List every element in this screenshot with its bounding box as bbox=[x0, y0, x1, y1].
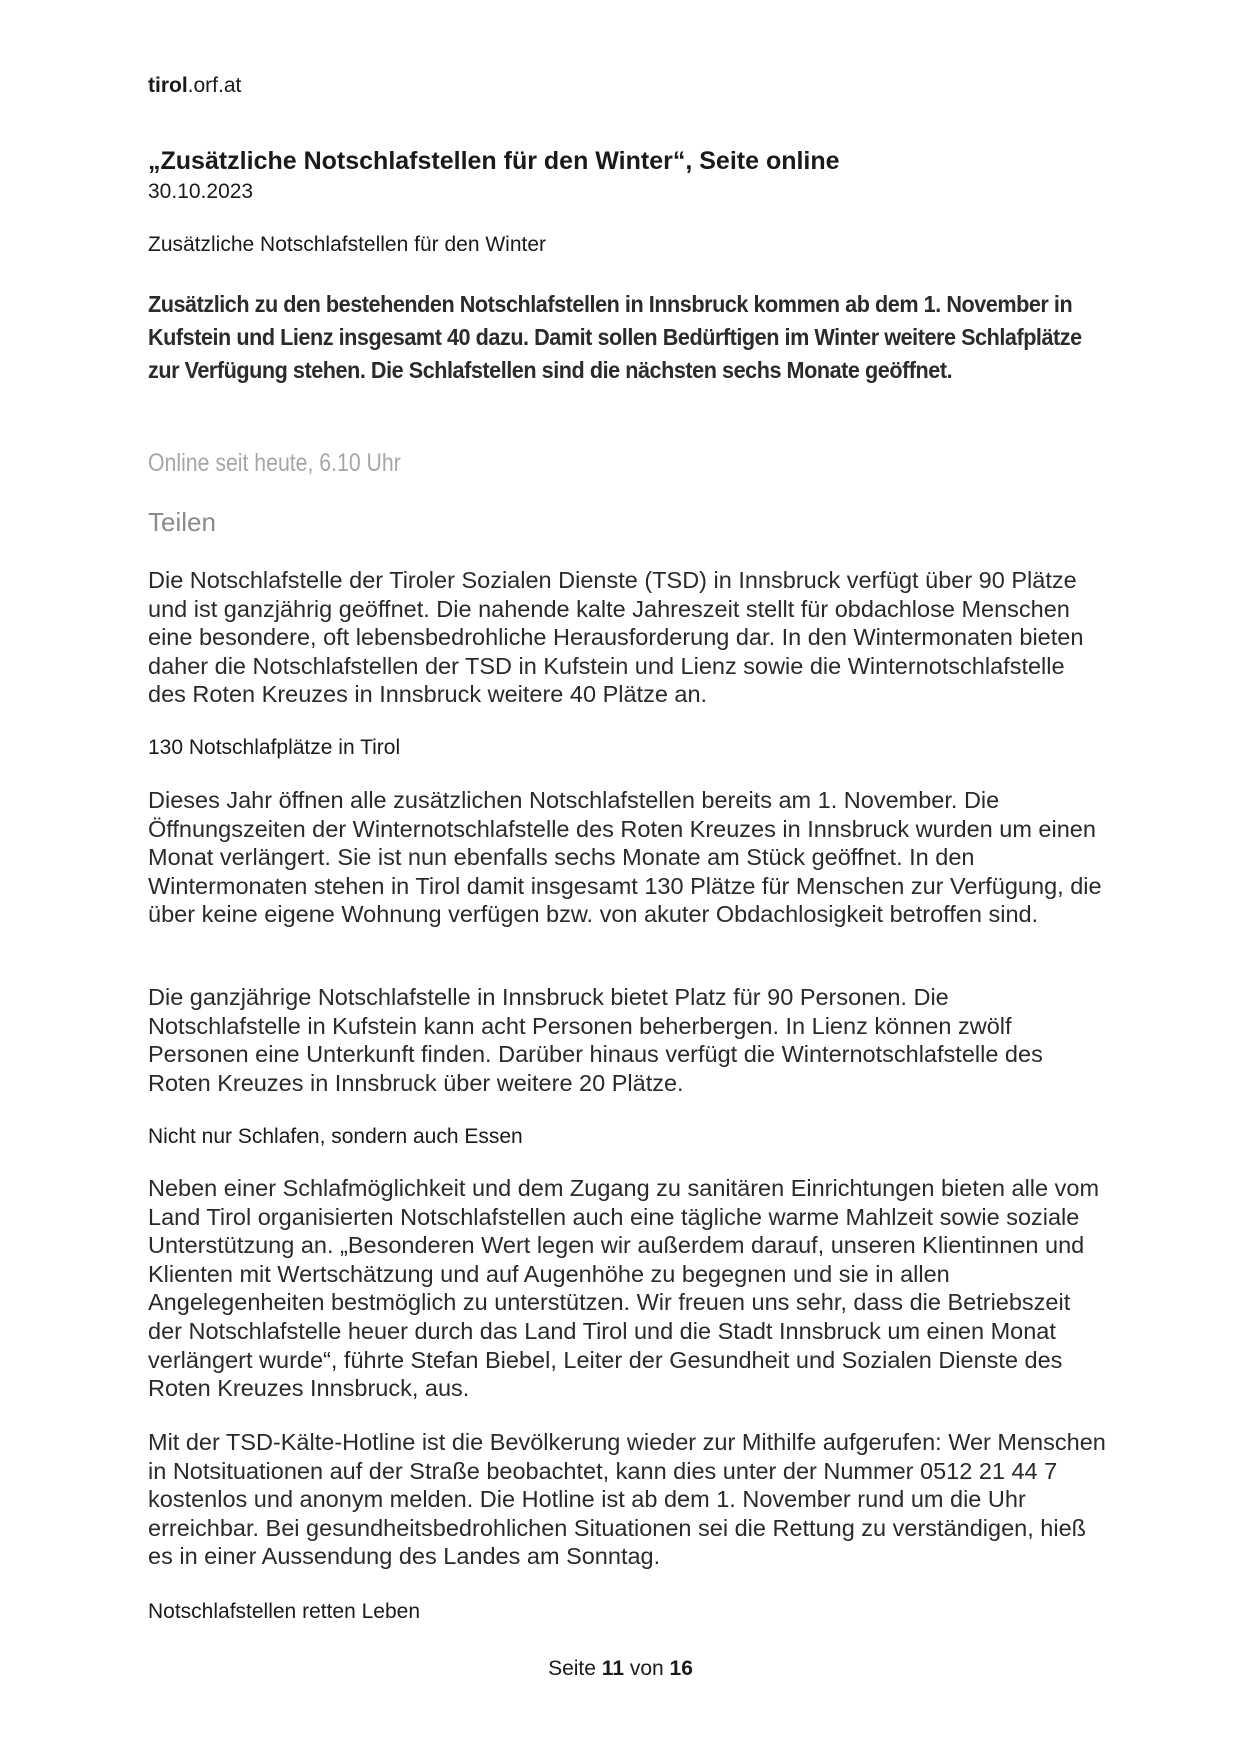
subhead-block-3 bbox=[148, 1600, 420, 1624]
subhead-3: Notschlafstellen retten Leben bbox=[148, 1600, 421, 1623]
article-body-block-3 bbox=[148, 983, 1108, 1097]
source-site bbox=[148, 74, 241, 98]
paragraph-4: Neben einer Schlafmöglichkeit und dem Zugang zu sanitären Einrichtungen bieten alle vom Land Tirol organisierten Notschlafstellen auch eine tägliche warme Mahlzeit sowie soziale Unterstützung an. „Besonderen Wert legen wir außerdem darauf, unseren Klientinnen und Klienten mit Wertschätzung und auf Augenhöhe zu begegnen und sie in allen Angelegenheiten bestmöglich zu unterstützen. Wir freuen uns sehr, dass die Betriebszeit der Notschlafstelle heuer durch das Land Tirol und die Stadt Innsbruck um einen Monat verlängert wurde“, führte Stefan Biebel, Leiter der Gesundheit und Sozialen Dienste des Roten Kreuzes Innsbruck, aus. bbox=[148, 1175, 1100, 1402]
subhead-2: Nicht nur Schlafen, sondern auch Essen bbox=[148, 1125, 523, 1148]
article-kicker: Zusätzliche Notschlafstellen für den Winter bbox=[148, 233, 547, 256]
page-footer bbox=[0, 1657, 1241, 1681]
document-date: 30.10.2023 bbox=[148, 180, 254, 203]
paragraph-3: Die ganzjährige Notschlafstelle in Innsbruck bietet Platz für 90 Personen. Die Notschlafstelle in Kufstein kann acht Personen beherbergen. In Lienz können zwölf Personen eine Unterkunft finden. Darüber hinaus verfügt die Winternotschlafstelle des Roten Kreuzes in Innsbruck über weitere 20 Plätze. bbox=[148, 984, 1043, 1096]
article-body-block-5 bbox=[148, 1428, 1108, 1571]
source-site-bold: tirol bbox=[148, 74, 188, 97]
online-since: Online seit heute, 6.10 Uhr bbox=[148, 449, 401, 477]
source-site-rest: .orf.at bbox=[187, 74, 242, 97]
subhead-block-1 bbox=[148, 736, 400, 760]
article-body-block-1 bbox=[148, 566, 1108, 709]
subhead-1: 130 Notschlafplätze in Tirol bbox=[148, 736, 401, 759]
article-body-block-4 bbox=[148, 1174, 1108, 1403]
paragraph-2: Dieses Jahr öffnen alle zusätzlichen Notschlafstellen bereits am 1. November. Die Öffnungszeiten der Winternotschlafstelle des Roten Kreuzes in Innsbruck wurden um einen Monat verlängert. Sie ist nun ebenfalls sechs Monate am Stück geöffnet. In den Wintermonaten stehen in Tirol damit insgesamt 130 Plätze für Menschen zur Verfügung, die über keine eigene Wohnung verfügen bzw. von akuter Obdachlosigkeit betroffen sind. bbox=[148, 787, 1102, 928]
page-separator: von bbox=[629, 1657, 664, 1680]
page-current: 11 bbox=[601, 1657, 624, 1680]
page-prefix: Seite bbox=[548, 1657, 596, 1680]
paragraph-1: Die Notschlafstelle der Tiroler Sozialen Dienste (TSD) in Innsbruck verfügt über 90 Plätze und ist ganzjährig geöffnet. Die nahende kalte Jahreszeit stellt für obdachlose Menschen eine besondere, oft lebensbedrohliche Herausforderung dar. In den Wintermonaten bieten daher die Notschlafstellen der TSD in Kufstein und Lienz sowie die Winternotschlafstelle des Roten Kreuzes in Innsbruck weitere 40 Plätze an. bbox=[148, 567, 1084, 708]
article-body-block-2 bbox=[148, 786, 1108, 929]
share-label: Teilen bbox=[148, 507, 216, 537]
article-lead: Zusätzlich zu den bestehenden Notschlafstellen in Innsbruck kommen ab dem 1. November in Kufstein und Lienz insgesamt 40 dazu. Damit sollen Bedürftigen im Winter weitere Schlafplätze zur Verfügung stehen. Die Schlafstellen sind die nächsten sechs Monate geöffnet. bbox=[148, 291, 1082, 383]
subhead-block-2 bbox=[148, 1125, 523, 1149]
page-total: 16 bbox=[669, 1657, 693, 1680]
document-title: „Zusätzliche Notschlafstellen für den Winter“, Seite online bbox=[148, 147, 840, 175]
paragraph-5: Mit der TSD-Kälte-Hotline ist die Bevölkerung wieder zur Mithilfe aufgerufen: Wer Menschen in Notsituationen auf der Straße beobachtet, kann dies unter der Nummer 0512 21 44 7 kostenlos und anonym melden. Die Hotline ist ab dem 1. November rund um die Uhr erreichbar. Bei gesundheitsbedrohlichen Situationen sei die Rettung zu verständigen, hieß es in einer Aussendung des Landes am Sonntag. bbox=[148, 1429, 1106, 1570]
